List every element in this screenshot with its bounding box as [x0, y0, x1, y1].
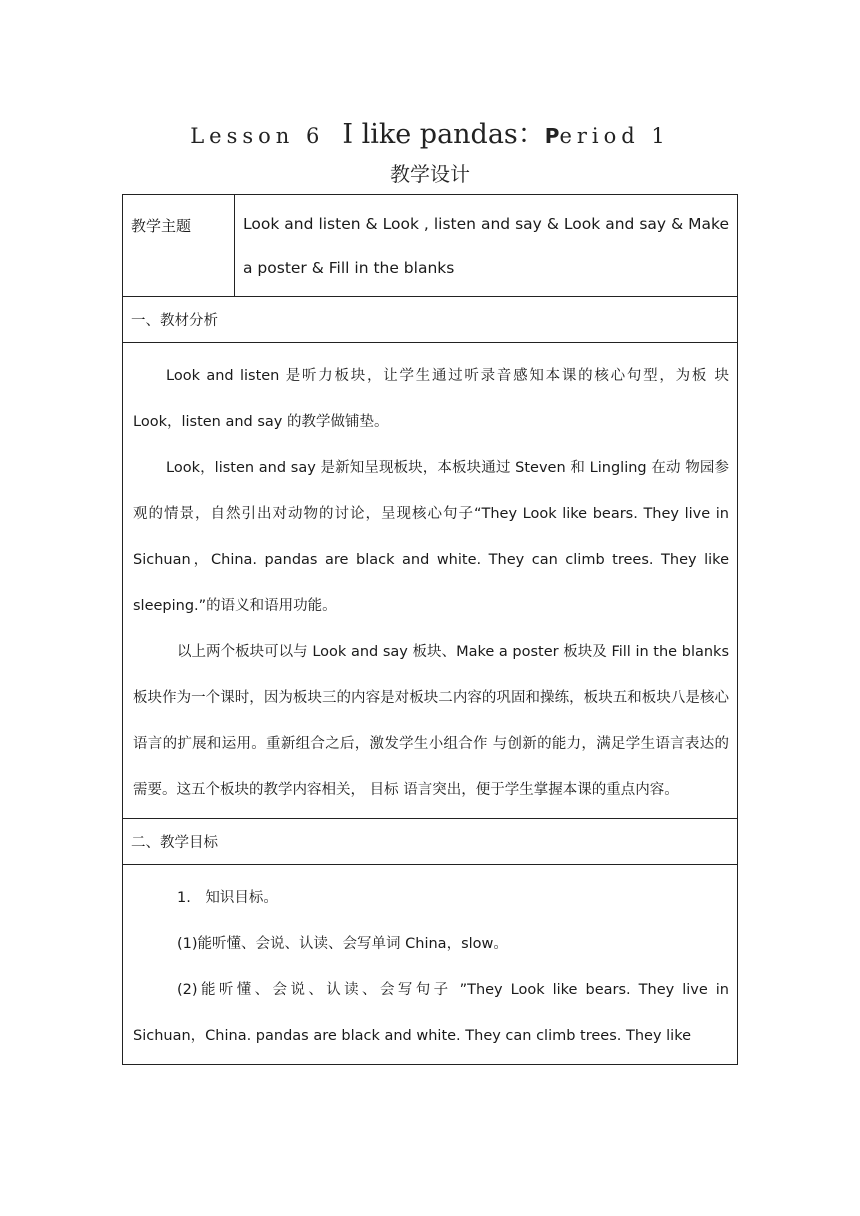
section1-heading: 一、教材分析 — [123, 297, 738, 343]
goal-line: (2)能听懂、会说、认读、会写句子 ”They Look like bears. They live in Sichuan，China. pandas are black and white. They can climb trees. They like — [133, 982, 729, 1044]
title-period-initial: P — [544, 124, 560, 148]
topic-label: 教学主题 — [123, 195, 235, 297]
title-period: eriod 1 — [559, 124, 670, 148]
title-lesson: Lesson 6 — [190, 124, 325, 148]
topic-row — [123, 195, 738, 297]
section2-body-row — [123, 865, 738, 1065]
document-title — [0, 112, 860, 151]
section1-heading-row — [123, 297, 738, 343]
section1-paragraph: 以上两个板块可以与 Look and say 板块、Make a poster 板块及 Fill in the blanks 板块作为一个课时，因为板块三的内容是对板块二内容的巩固和操练，板块五和板块八是核心语言的扩展和运用。重新组合之后，激发学生小组合作 与创新的能力，满足学生语言表达的需要。这五个板块的教学内容相关， 目标 语言突出，便于学生掌握本课的重点内容。 — [133, 644, 729, 798]
topic-content: Look and listen & Look , listen and say & Look and say & Make a poster & Fill in the blanks — [235, 195, 738, 297]
section2-heading: 二、教学目标 — [123, 819, 738, 865]
title-main: I like pandas： — [342, 119, 545, 150]
section1-paragraph: Look and listen 是听力板块，让学生通过听录音感知本课的核心句型，为板 块 Look，listen and say 的教学做铺垫。 — [133, 368, 729, 430]
section1-body — [123, 343, 738, 819]
section2-heading-row — [123, 819, 738, 865]
section2-body — [123, 865, 738, 1065]
goal-line: 1. 知识目标。 — [177, 890, 278, 906]
section1-paragraph: Look，listen and say 是新知呈现板块，本板块通过 Steven 和 Lingling 在动 物园参观的情景，自然引出对动物的讨论，呈现核心句子“They Look like bears. They live in Sichuan，China. pandas are black and white. They can climb trees. They like sleeping.”的语义和语用功能。 — [133, 460, 729, 614]
lesson-plan-table — [122, 194, 738, 1065]
goal-line: (1)能听懂、会说、认读、会写单词 China，slow。 — [177, 936, 508, 952]
document-subtitle: 教学设计 — [390, 162, 470, 186]
section1-body-row — [123, 343, 738, 819]
